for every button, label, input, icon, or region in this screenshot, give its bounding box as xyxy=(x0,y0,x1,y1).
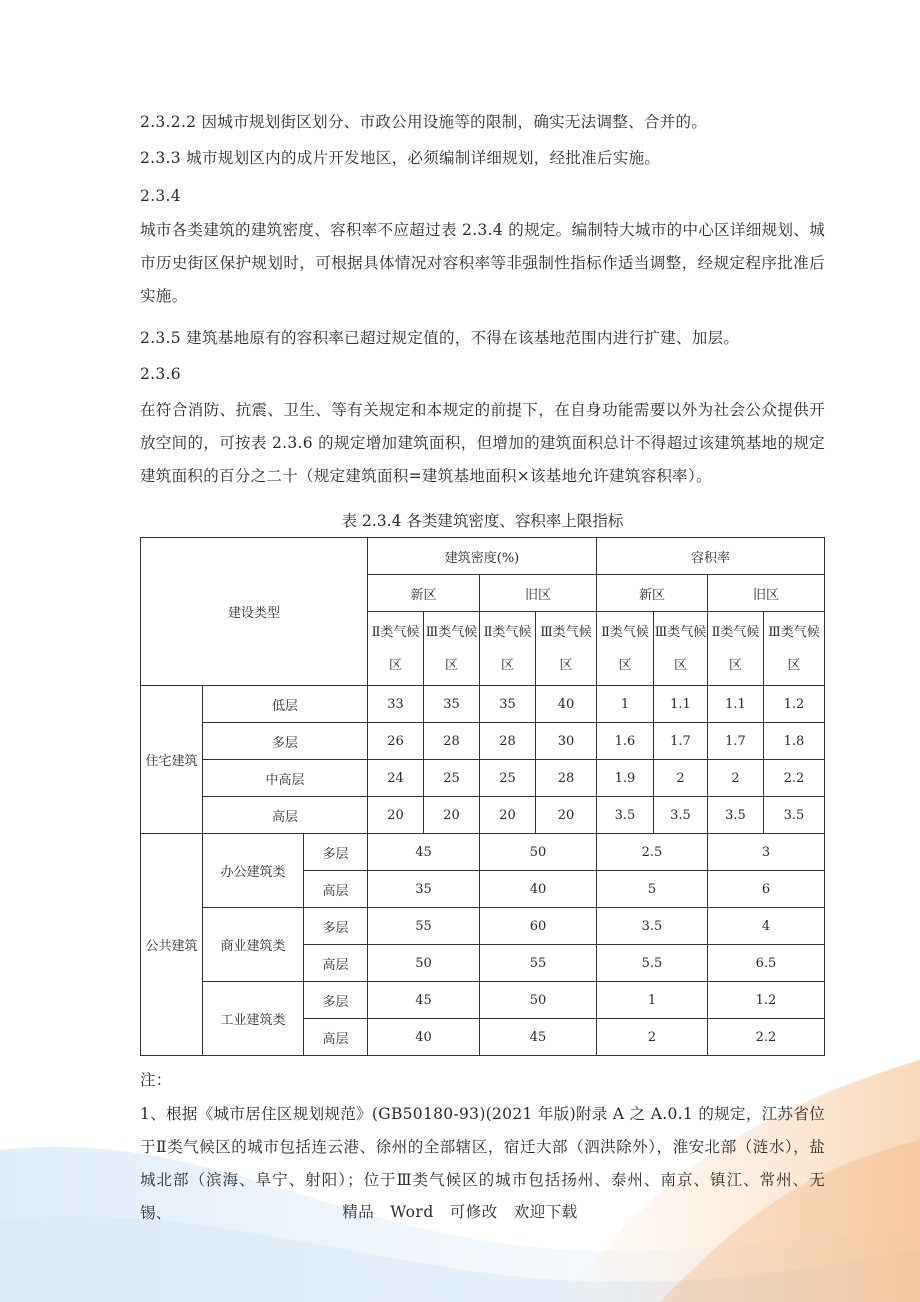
note-text: 1、根据《城市居住区规划规范》(GB50180-93)(2021 年版)附录 A 之 A.0.1 的规定，江苏省位于Ⅱ类气候区的城市包括连云港、徐州的全部辖区，宿迁大部（泗洪除外），淮安北部（涟水），盐城北部（滨海、阜宁、射阳）；位于Ⅲ类气候区的城市包括扬州、泰州、南京、镇江、常州、无锡、 xyxy=(140,1105,825,1222)
table-cell: 50 xyxy=(368,945,480,982)
table-cell: 28 xyxy=(424,723,480,760)
table-cell: 25 xyxy=(480,760,536,797)
clause-2-3-3: 2.3.3 城市规划区内的成片开发地区，必须编制详细规划，经批准后实施。 xyxy=(140,149,661,167)
clause-2-3-6-number: 2.3.6 xyxy=(140,365,181,383)
table-cell: 1.8 xyxy=(764,723,825,760)
note-label: 注： xyxy=(140,1071,172,1089)
table-cell: 40 xyxy=(536,686,597,723)
table-cell: 40 xyxy=(480,871,597,908)
table-row xyxy=(141,760,825,797)
header-zone: Ⅲ类气候区 xyxy=(424,612,480,686)
clause-2-3-2-2: 2.3.2.2 因城市规划街区划分、市政公用设施等的限制，确实无法调整、合并的。 xyxy=(140,113,708,131)
table-cell: 20 xyxy=(480,797,536,834)
header-far: 容积率 xyxy=(597,538,825,575)
table-cell: 55 xyxy=(368,908,480,945)
row-label: 多层 xyxy=(304,908,368,945)
clause-2-3-5: 2.3.5 建筑基地原有的容积率已超过规定值的，不得在该基地范围内进行扩建、加层。 xyxy=(140,329,740,347)
table-cell: 20 xyxy=(536,797,597,834)
table-cell: 5.5 xyxy=(597,945,708,982)
table-cell: 1.2 xyxy=(708,982,825,1019)
table-cell: 28 xyxy=(480,723,536,760)
table-cell: 35 xyxy=(424,686,480,723)
table-row xyxy=(141,797,825,834)
table-cell: 5 xyxy=(597,871,708,908)
row-label: 高层 xyxy=(304,945,368,982)
table-caption: 表 2.3.4 各类建筑密度、容积率上限指标 xyxy=(341,512,624,530)
table-cell: 24 xyxy=(368,760,424,797)
table-cell: 45 xyxy=(480,1019,597,1056)
category-public: 公共建筑 xyxy=(141,834,203,1056)
table-cell: 26 xyxy=(368,723,424,760)
header-far-new: 新区 xyxy=(597,575,708,612)
table-cell: 1 xyxy=(597,982,708,1019)
header-zone: Ⅱ类气候区 xyxy=(480,612,536,686)
page-footer xyxy=(0,1200,920,1222)
table-cell: 50 xyxy=(480,982,597,1019)
header-far-old: 旧区 xyxy=(708,575,825,612)
header-type: 建设类型 xyxy=(141,538,368,686)
header-zone: Ⅲ类气候区 xyxy=(536,612,597,686)
table-cell: 1.1 xyxy=(708,686,764,723)
table-cell: 2.2 xyxy=(708,1019,825,1056)
table-cell: 1 xyxy=(597,686,654,723)
table-cell: 45 xyxy=(368,834,480,871)
table-cell: 45 xyxy=(368,982,480,1019)
table-cell: 30 xyxy=(536,723,597,760)
table-cell: 1.6 xyxy=(597,723,654,760)
residential-section xyxy=(141,686,825,834)
clause-2-3-4-text: 城市各类建筑的建筑密度、容积率不应超过表 2.3.4 的规定。编制特大城市的中心区详细规划、城市历史街区保护规划时，可根据具体情况对容积率等非强制性指标作适当调整，经规定程序批准后实施。 xyxy=(140,221,825,305)
row-label: 中高层 xyxy=(203,760,368,797)
table-cell: 1.7 xyxy=(654,723,708,760)
table-cell: 55 xyxy=(480,945,597,982)
table-cell: 33 xyxy=(368,686,424,723)
table-row xyxy=(141,908,825,945)
header-zone: Ⅲ类气候区 xyxy=(654,612,708,686)
table-row xyxy=(141,982,825,1019)
table-cell: 1.1 xyxy=(654,686,708,723)
table-cell: 50 xyxy=(480,834,597,871)
table-cell: 1.9 xyxy=(597,760,654,797)
table-cell: 3.5 xyxy=(597,797,654,834)
table-cell: 2 xyxy=(597,1019,708,1056)
footer-text: 可修改 xyxy=(449,1203,498,1221)
footer-text: 欢迎下载 xyxy=(513,1203,578,1221)
table-cell: 3.5 xyxy=(708,797,764,834)
header-density: 建筑密度(%) xyxy=(368,538,597,575)
table-cell: 60 xyxy=(480,908,597,945)
table-cell: 35 xyxy=(368,871,480,908)
table-row xyxy=(141,723,825,760)
table-cell: 3.5 xyxy=(597,908,708,945)
footer-text: 精品 xyxy=(342,1203,375,1221)
header-zone: Ⅱ类气候区 xyxy=(597,612,654,686)
table-cell: 1.7 xyxy=(708,723,764,760)
group-label: 办公建筑类 xyxy=(203,834,304,908)
row-label: 高层 xyxy=(304,871,368,908)
header-density-old: 旧区 xyxy=(480,575,597,612)
table-cell: 2.5 xyxy=(597,834,708,871)
table-cell: 28 xyxy=(536,760,597,797)
row-label: 多层 xyxy=(304,834,368,871)
table-cell: 6 xyxy=(708,871,825,908)
row-label: 低层 xyxy=(203,686,368,723)
row-label: 多层 xyxy=(203,723,368,760)
table-cell: 6.5 xyxy=(708,945,825,982)
category-residential: 住宅建筑 xyxy=(141,686,203,834)
row-label: 高层 xyxy=(304,1019,368,1056)
table-cell: 2 xyxy=(708,760,764,797)
group-label: 工业建筑类 xyxy=(203,982,304,1056)
table-row xyxy=(141,686,825,723)
clause-2-3-6-text: 在符合消防、抗震、卫生、等有关规定和本规定的前提下，在自身功能需要以外为社会公众提供开放空间的，可按表 2.3.6 的规定增加建筑面积，但增加的建筑面积总计不得超过该建筑基地的规定建筑面积的百分之二十（规定建筑面积=建筑基地面积×该基地允许建筑容积率）。 xyxy=(140,401,825,485)
table-cell: 25 xyxy=(424,760,480,797)
table-cell: 35 xyxy=(480,686,536,723)
density-far-table xyxy=(140,537,825,1056)
footer-text: Word xyxy=(390,1203,434,1221)
header-zone: Ⅱ类气候区 xyxy=(368,612,424,686)
table-cell: 1.2 xyxy=(764,686,825,723)
table-cell: 4 xyxy=(708,908,825,945)
table-cell: 3.5 xyxy=(764,797,825,834)
header-zone: Ⅲ类气候区 xyxy=(764,612,825,686)
table-cell: 2 xyxy=(654,760,708,797)
public-section xyxy=(141,834,825,1056)
table-row xyxy=(141,834,825,871)
table-cell: 20 xyxy=(368,797,424,834)
row-label: 多层 xyxy=(304,982,368,1019)
table-cell: 3 xyxy=(708,834,825,871)
table-cell: 3.5 xyxy=(654,797,708,834)
table-cell: 20 xyxy=(424,797,480,834)
table-cell: 2.2 xyxy=(764,760,825,797)
row-label: 高层 xyxy=(203,797,368,834)
table-cell: 40 xyxy=(368,1019,480,1056)
header-density-new: 新区 xyxy=(368,575,480,612)
header-zone: Ⅱ类气候区 xyxy=(708,612,764,686)
group-label: 商业建筑类 xyxy=(203,908,304,982)
clause-2-3-4-number: 2.3.4 xyxy=(140,187,181,205)
